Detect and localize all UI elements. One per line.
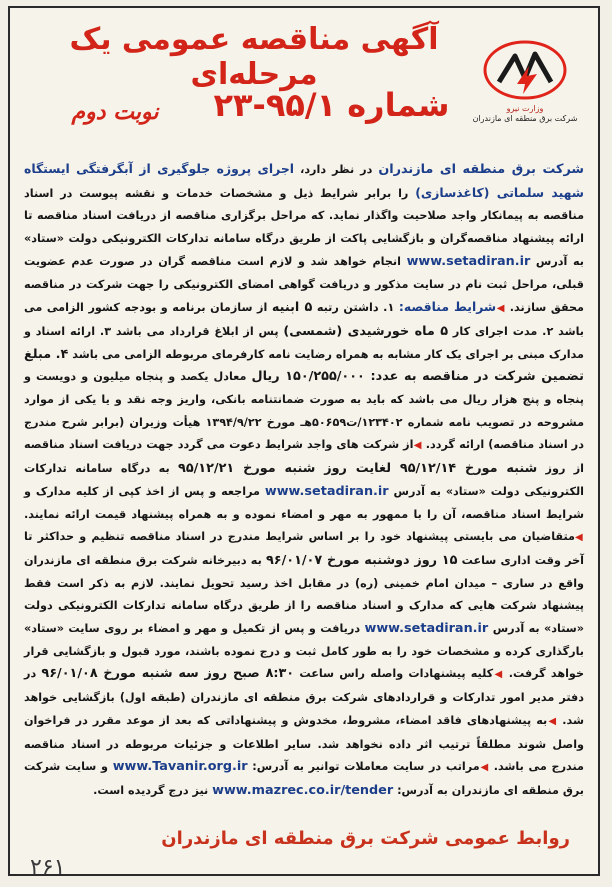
body-text: از سازمان برنامه و بودجه کشور الزامی می باشد ۲. مدت اجرای کار: [24, 301, 584, 338]
body-text: مراتب در سایت معاملات توانیر به آدرس:: [247, 760, 480, 774]
tavanir-link[interactable]: www.Tavanir.org.ir: [112, 759, 248, 775]
document-dates: شنبه مورخ ۹۵/۱۲/۱۴ لغایت روز شنبه مورخ ۹۵/۱۲/۲۱: [178, 461, 538, 477]
company-name: شرکت برق منطقه ای مازندران: [378, 162, 585, 177]
notice-round: نوبت دوم: [71, 100, 159, 125]
tender-notice: [8, 6, 600, 880]
guarantee-amount: ۴. مبلغ تضمین شرکت در مناقصه به عدد: ۱۵۰/۲۵۵/۰۰۰ ریال: [24, 346, 584, 385]
setad-link[interactable]: www.setadiran.ir: [264, 483, 389, 499]
body-text: به دبیرخانه شرکت برق منطقه ای مازندران واقع در ساری – میدان امام خمینی (ره) در مقابل اخذ رسید تحویل نمایند. لازم به ذکر است فقط پیشنهاد شرکت هایی که مدارک و اسناد مناقصه را از طریق درگاه سامانه تدارکات الکترونیکی دولت «ستاد» به آدرس: [24, 553, 585, 636]
body-text: نیز درج گردیده است.: [93, 783, 213, 797]
body-text: متقاضیان می بایستی پیشنهاد خود را بر اساس شرایط مندرج در اسناد مناقصه تنظیم و حداکثر تا آخر وقت اداری ساعت: [24, 530, 584, 567]
project-title: اجرای پروژه جلوگیری از آبگرفتگی ایستگاه شهید سلماتی (کاغذسازی): [24, 161, 584, 200]
notice-body: [24, 158, 584, 803]
public-relations-signature: روابط عمومی شرکت برق منطقه ای مازندران: [161, 828, 570, 849]
bullet-icon: ◀: [493, 669, 504, 681]
grade-requirement: ۵ ابنیه: [271, 300, 313, 316]
duration-requirement: ۵ ماه خورشیدی (شمسی): [283, 323, 449, 339]
submission-deadline: ۱۵ روز دوشنبه مورخ ۹۶/۰۱/۰۷: [265, 552, 458, 568]
bullet-icon: ◀: [496, 303, 506, 315]
logo-ministry-text: وزارت نیرو: [506, 104, 544, 113]
body-text: در دفتر مدیر امور تدارکات و قراردادهای شرکت برق منطقه ای مازندران (طبقه اول) بازگشایی خواهد شد.: [24, 667, 584, 727]
company-logo: [466, 38, 584, 133]
opening-time: ۸:۳۰ صبح روز سه شنبه مورخ ۹۶/۰۱/۰۸: [41, 666, 295, 682]
power-logo-icon: [477, 38, 573, 102]
body-text: کلیه پیشنهادات واصله راس ساعت: [294, 667, 494, 681]
bullet-icon: ◀: [547, 715, 558, 727]
body-text: مراجعه و پس از اخذ کپی از کلیه مدارک و شرایط اسناد مناقصه، آن را با ممهور به مهر و امضاء نموده و به همراه پیشنهاد قیمت ارائه نمایند.: [24, 484, 584, 521]
notice-header: [10, 8, 598, 148]
mazrec-link[interactable]: www.mazrec.co.ir/tender: [212, 782, 394, 798]
body-text: به درگاه سامانه تدارکات الکترونیکی دولت «ستاد» به آدرس: [24, 462, 584, 498]
body-text: به پیشنهادهای فاقد امضاء، مشروط، مخدوش و پیشنهاداتی که بعد از موعد مقرر در فراخوان واصل شوند مطلقاً ترتیب اثر داده نخواهد شد. سایر اطلاعات و جزئیات مربوطه در اسناد مناقصه مندرج می باشد.: [24, 713, 584, 774]
notice-title: آگهی مناقصه عمومی یک مرحله‌ای: [69, 22, 439, 92]
logo-company-text: شرکت برق منطقه ای مازندران: [472, 114, 578, 123]
notice-number: شماره ۹۵/۱-۲۳: [213, 86, 450, 124]
setad-link[interactable]: www.setadiran.ir: [364, 621, 489, 637]
bullet-icon: ◀: [413, 440, 422, 452]
bullet-icon: ◀: [479, 762, 489, 774]
body-text: ۱. داشتن رتبه: [312, 301, 399, 315]
bullet-icon: ◀: [574, 532, 584, 544]
body-text: معادل یکصد و پنجاه میلیون و دویست و پنجاه و پنج هزار ریال می باشد که باید به صورت ضمانتنامه بانکی، واریز وجه نقد و یا یکی از موارد مشروحه در تصویب نامه شماره ۱۲۳۴۰۲/ت۵۰۶۵۹هـ مورخ ۱۳۹۴/۹/۲۲ هیأت وزیران (برابر شرح مندرج در اسناد مناقصه) ارائه گردد.: [24, 370, 584, 452]
body-text: دریافت و پس از تکمیل و مهر و امضاء بر روی سایت «ستاد» بارگذاری کرده و مشخصات خود را به طور کامل ثبت و درج نموده باشند، مورد قبول و بازگشایی قرار خواهد گرفت.: [24, 622, 585, 681]
page-code: ۲۶۱: [30, 855, 66, 880]
body-text: از شرکت های واجد شرایط دعوت می گردد جهت دریافت اسناد مناقصه از روز: [24, 438, 584, 476]
body-text: را برابر شرایط ذیل و مشخصات خدمات و نقشه پیوست در اسناد مناقصه به پیمانکار واجد صلاحیت واگذار نماید. که مراحل برگزاری مناقصه از دریافت اسناد مناقصه تا ارائه پیشنهاد مناقصه‌گران و بازگشایی پاکت از طریق درگاه سامانه تدارکات الکترونیکی دولت «ستاد» به آدرس: [24, 186, 584, 268]
body-text: انجام خواهد شد و لازم است مناقصه گران در صورت عدم عضویت قبلی، مراحل ثبت نام در سایت مذکور و دریافت گواهی امضای الکترونیکی را جهت شرکت در مناقصه محقق سازند.: [24, 254, 584, 315]
conditions-label: شرایط مناقصه:: [398, 299, 497, 315]
body-text: در نظر دارد،: [294, 163, 379, 176]
setad-link[interactable]: www.setadiran.ir: [406, 253, 531, 269]
body-text: پس از ابلاغ قرارداد می باشد ۳. ارائه اسناد و مدارک مبنی بر اجرای یک کار مشابه به همراه رضایت نامه کارفرمای مربوطه الزامی می باشد: [24, 324, 584, 361]
body-text: و سایت شرکت برق منطقه ای مازندران به آدرس:: [24, 760, 584, 797]
